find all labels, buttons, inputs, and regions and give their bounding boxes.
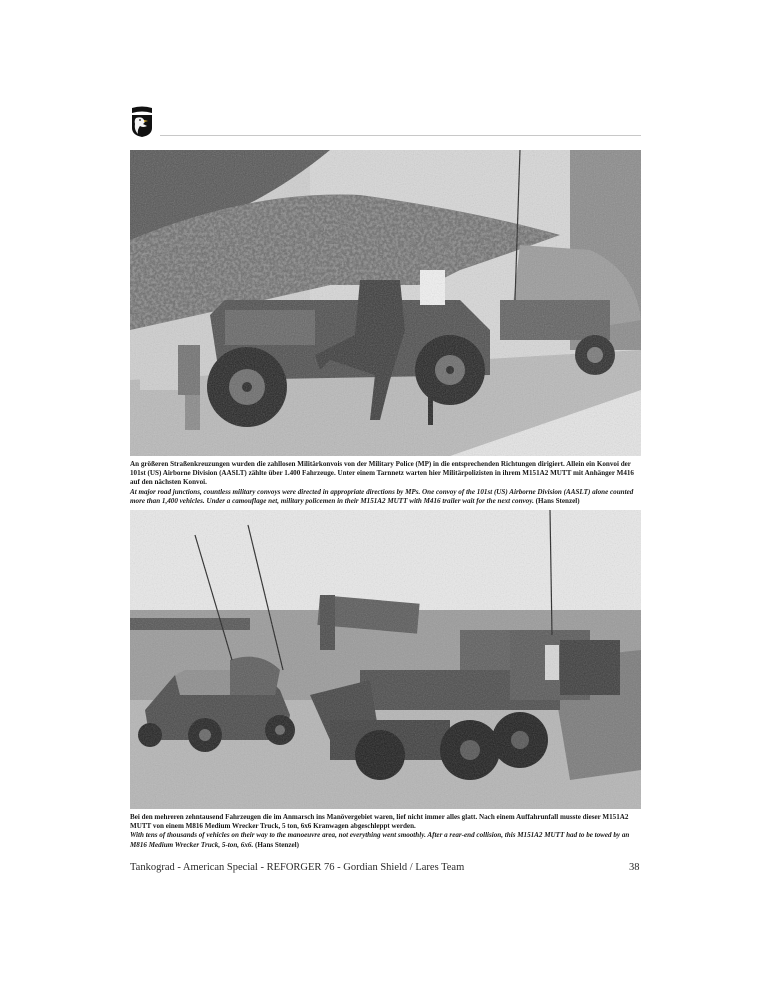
caption-german: An größeren Straßenkreuzungen wurden die zahllosen Militärkonvois von der Military Police (MP) in die entsprechenden Richtungen dirigiert. Allein ein Konvoi der 101st (US) Airborne Division (AASLT) zählte über 1.400 Fahrzeuge. Unter einem Tarnnetz warten hier Militärpolizisten in ihrem M151A2 MUTT mit Anhänger M416 auf den nächsten Konvoi. — [130, 460, 634, 487]
caption-german: Bei den mehreren zehntausend Fahrzeugen die im Anmarsch ins Manövergebiet waren, lief nicht immer alles glatt. Nach einem Auffahrunfall musste dieser M151A2 MUTT von einem M816 Medium Wrecker Truck, 5 ton, 6x6 Kranwagen abgeschleppt werden. — [130, 813, 629, 831]
photo-credit: (Hans Stenzel) — [535, 496, 580, 505]
footer-book-title: Tankograd - American Special - REFORGER 76 - Gordian Shield / Lares Team — [130, 862, 465, 873]
screaming-eagle-logo-icon — [130, 106, 154, 138]
page-number: 38 — [629, 862, 640, 873]
photo-wrecker-towing-mutt — [130, 510, 641, 809]
caption-english — [130, 488, 641, 506]
photo-credit: (Hans Stenzel) — [255, 840, 299, 849]
caption-english — [130, 831, 641, 849]
header-rule — [160, 135, 641, 136]
caption-english-text: At major road junctions, countless military convoys were directed in appropriate directions by MPs. One convoy of the 101st (US) Airborne Division (AASLT) alone counted more than 1,400 vehicles. Under a camouflage net, military policemen in their M151A2 MUTT with M416 trailer wait for the next convoy. — [130, 487, 634, 505]
photo-caption — [130, 460, 641, 506]
caption-english-text: With tens of thousands of vehicles on their way to the manoeuvre area, not everything went smoothly. After a rear-end collision, this M151A2 MUTT had to be towed by an M816 Medium Wrecker Truck, 5-ton, 6x6. — [130, 831, 630, 849]
photo-mutt-under-camouflage-net — [130, 150, 641, 456]
airborne-tab — [132, 107, 152, 114]
photo-caption — [130, 813, 641, 850]
